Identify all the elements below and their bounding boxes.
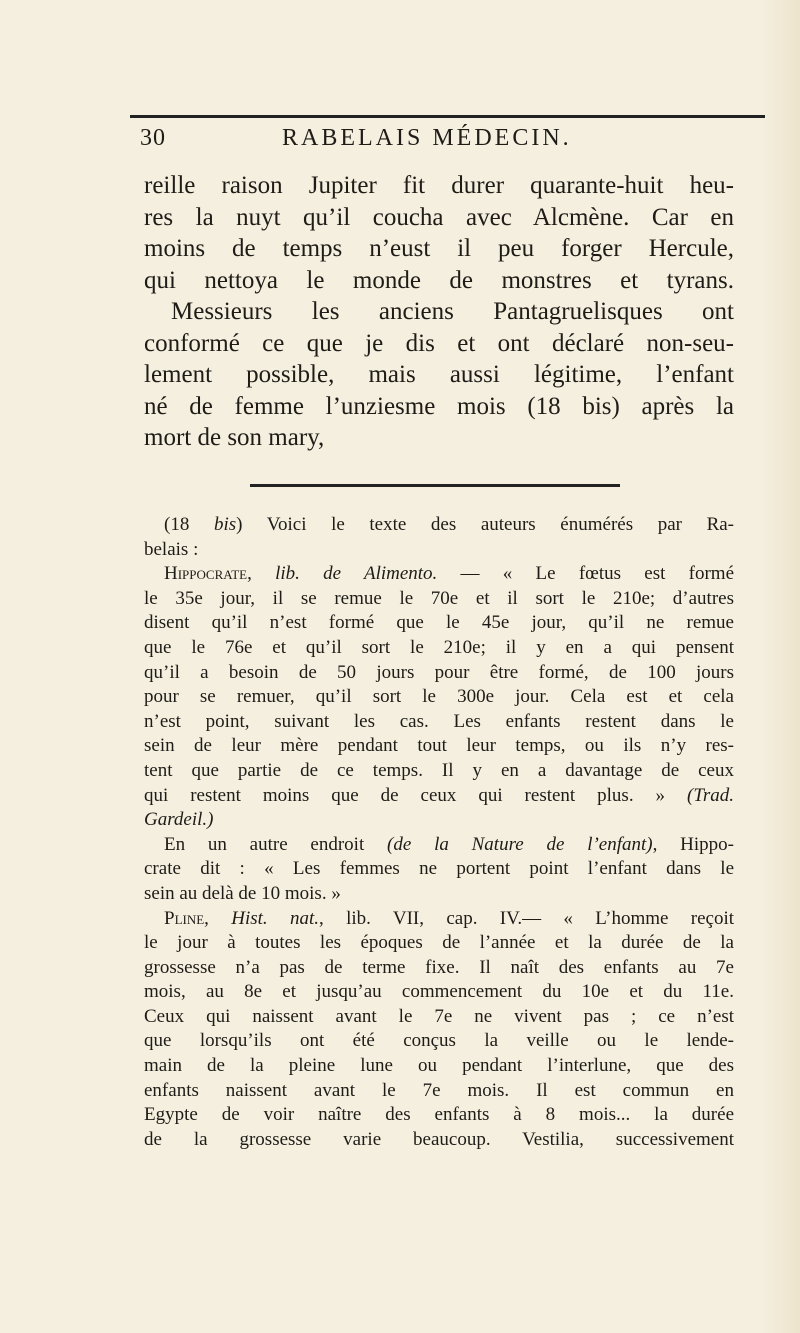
note-text: ,	[247, 563, 276, 585]
note-text: qui restent moins que de ceux qui restent plus. »	[144, 784, 687, 806]
note-line: pour se remuer, qu’il sort le 300e jour. Cela est et cela	[144, 686, 734, 708]
note-line	[144, 833, 734, 858]
text-line: reille raison Jupiter fit durer quarante-huit heu-	[144, 172, 734, 199]
note-line: sein de leur mère pendant tout leur temps, ou ils n’y res-	[144, 735, 734, 757]
translator-name: Gardeil.)	[144, 809, 214, 831]
note-line	[144, 562, 734, 587]
note-text: ) Voici le texte des auteurs énumérés par Ra-	[236, 514, 734, 535]
note-line: sein au delà de 10 mois. »	[144, 882, 341, 904]
note-line	[144, 513, 734, 538]
note-line	[144, 808, 734, 833]
footnote-rule	[250, 484, 620, 487]
author-name: Hippocrate	[164, 563, 248, 585]
note-line: mois, au 8e et jusqu’au commencement du 10e et du 11e.	[144, 981, 734, 1003]
note-line: tent que partie de ce temps. Il y en a davantage de ceux	[144, 759, 734, 781]
page-number: 30	[140, 125, 166, 151]
note-line	[144, 784, 734, 809]
text-line: moins de temps n’eust il peu forger Hercule,	[144, 235, 734, 262]
text-line: conformé ce que je dis et ont déclaré non-seu-	[144, 329, 734, 357]
note-line: de la grossesse varie beaucoup. Vestilia, successivement	[144, 1128, 734, 1150]
note-italic: (Trad.	[687, 784, 734, 806]
text-line: res la nuyt qu’il coucha avec Alcmène. Car en	[144, 203, 734, 231]
work-title: (de la Nature de l’enfant)	[387, 833, 653, 855]
note-text: — « Le fœtus est formé	[437, 563, 735, 585]
text-line: mort de son mary,	[144, 424, 325, 451]
note-line: Ceux qui naissent avant le 7e ne vivent pas ; ce n’est	[144, 1005, 734, 1027]
note-italic: bis	[213, 514, 237, 535]
page-edge-shadow	[760, 0, 800, 1333]
note-line: que lorsqu’ils ont été conçus la veille ou le lende-	[144, 1030, 734, 1052]
text-line: lement possible, mais aussi légitime, l’enfant	[144, 361, 734, 388]
note-line: belais :	[144, 538, 199, 560]
note-line: n’est point, suivant les cas. Les enfants restent dans le	[144, 710, 734, 732]
note-line: enfants naissent avant le 7e mois. Il est commun en	[144, 1079, 734, 1101]
note-line: crate dit : « Les femmes ne portent point l’enfant dans le	[144, 858, 734, 880]
author-name: Pline	[164, 907, 205, 929]
note-line: main de la pleine lune ou pendant l’interlune, que des	[144, 1055, 734, 1077]
note-text: ,	[204, 907, 232, 929]
note-text: En un autre endroit	[164, 833, 388, 855]
note-line: disent qu’il n’est formé que le 45e jour, qu’il ne remue	[144, 612, 734, 634]
main-text-block	[144, 170, 734, 454]
note-text: , Hippo-	[652, 833, 734, 855]
note-line: qu’il a besoin de 50 jours pour être formé, de 100 jours	[144, 661, 734, 683]
note-line: le jour à toutes les époques de l’année et la durée de la	[144, 932, 734, 954]
note-text: , lib. VII, cap. IV.— « L’homme reçoit	[319, 907, 735, 929]
note-text: (18	[164, 514, 214, 535]
note-line	[144, 907, 734, 932]
text-line: Messieurs les anciens Pantagruelisques ont	[171, 298, 734, 325]
header-rule	[130, 115, 765, 118]
note-line: grossesse n’a pas de terme fixe. Il naît des enfants au 7e	[144, 956, 734, 978]
footnote-block	[144, 513, 734, 1152]
work-title: Hist. nat.	[231, 907, 320, 929]
work-title: lib. de Alimento.	[275, 563, 438, 585]
text-line: qui nettoya le monde de monstres et tyrans.	[144, 266, 734, 294]
running-title: RABELAIS MÉDECIN.	[282, 125, 572, 151]
note-line: Egypte de voir naître des enfants à 8 mois... la durée	[144, 1104, 734, 1126]
text-line: né de femme l’unziesme mois (18 bis) après la	[144, 392, 734, 420]
note-line: que le 76e et qu’il sort le 210e; il y en a qui pensent	[144, 636, 734, 658]
note-line: le 35e jour, il se remue le 70e et il sort le 210e; d’autres	[144, 587, 734, 609]
